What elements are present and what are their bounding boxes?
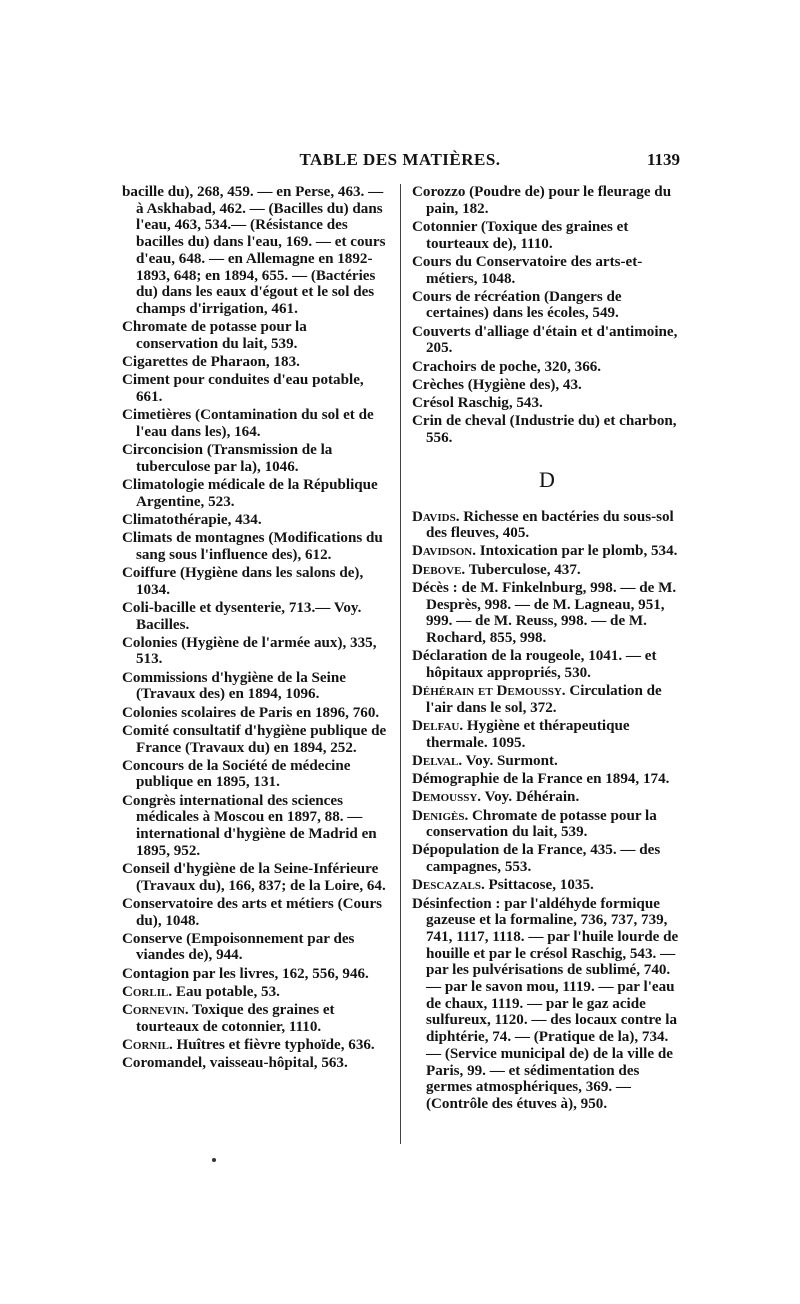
entry-text: Cours du Conservatoire des arts-et-métiers, 1048. [412, 253, 643, 287]
index-entry [122, 723, 392, 756]
entry-text: Colonies scolaires de Paris en 1896, 760. [122, 704, 380, 721]
author-name: Denigès. [412, 807, 469, 824]
entry-text: Cotonnier (Toxique des graines et tourteaux de), 1110. [412, 218, 629, 252]
entry-text: Voy. Surmont. [465, 752, 558, 769]
entry-text: Toxique des graines et tourteaux de cotonnier, 1110. [136, 1002, 335, 1035]
index-entry [412, 771, 682, 788]
entry-text: Décès : de M. Finkelnburg, 998. — de M. Desprès, 998. — de M. Lagneau, 951, 999. — de M. Reuss, 998. — de M. Rochard, 855, 998. [412, 579, 677, 646]
entry-text: Dépopulation de la France, 435. — des campagnes, 553. [412, 842, 661, 876]
index-entry [122, 793, 392, 860]
index-entry [122, 670, 392, 703]
index-entry [412, 254, 682, 287]
ink-dot [212, 1158, 216, 1162]
entry-text: Circulation de l'air dans le sol, 372. [426, 683, 662, 716]
index-entry [122, 896, 392, 929]
entry-text: Richesse en bactéries du sous-sol des fleuves, 405. [426, 508, 674, 542]
index-entry [122, 1037, 392, 1054]
entry-text: bacille du), 268, 459. — en Perse, 463. — à Askhabad, 462. — (Bacilles du) dans l'eau, 463, 534.— (Résistance des bacilles du) dans l'eau, 169. — et cours d'eau, 648. — en Allemagne en 1892-1893, 648; en 1894, 655. — (Bactéries du) dans les eaux d'égout et le sol des champs d'irrigation, 461. [122, 184, 386, 317]
entry-text: Concours de la Société de médecine publique en 1895, 131. [122, 757, 351, 791]
author-name: Debove. [412, 561, 466, 578]
entry-text: Désinfection : par l'aldéhyde formique gazeuse et la formaline, 736, 737, 739, 741, 1117, 1118. — par l'huile lourde de houille et par le crésol Raschig, 543. — par les pulvérisations de sublimé, 740. — par le savon mou, 1119. — par l'eau de chaux, 1119. — par le gaz acide sulfureux, 1120. — des locaux contre la diphtérie, 74. — (Pratique de la), 734. — (Service municipal de) de la ville de Paris, 99. — et sédimentation des germes atmosphériques, 369. — (Contrôle des étuves à), 950. [412, 895, 679, 1112]
index-entry [122, 372, 392, 405]
entry-text: Coromandel, vaisseau-hôpital, 563. [122, 1055, 348, 1072]
index-entry [122, 565, 392, 598]
index-entry [122, 184, 392, 318]
page-number: 1139 [646, 150, 680, 169]
column-divider [400, 184, 401, 1144]
index-entry [412, 753, 682, 770]
entry-text: Voy. Déhérain. [484, 789, 580, 806]
index-entry [122, 354, 392, 371]
entry-text: Commissions d'hygiène de la Seine (Travaux des) en 1894, 1096. [122, 669, 346, 703]
entry-text: Cours de récréation (Dangers de certaines) dans les écoles, 549. [412, 288, 622, 322]
index-entry [412, 808, 682, 841]
index-entry [122, 407, 392, 440]
entry-text: Eau potable, 53. [175, 983, 280, 1000]
entry-text: Intoxication par le plomb, 534. [479, 543, 678, 560]
index-entry [412, 377, 682, 394]
author-name: Davids. [412, 508, 460, 525]
entry-text: Chromate de potasse pour la conservation du lait, 539. [426, 807, 657, 841]
index-entry [122, 512, 392, 529]
entry-text: Crin de cheval (Industrie du) et charbon, 556. [412, 413, 677, 446]
entry-text: Comité consultatif d'hygiène publique de France (Travaux du) en 1894, 252. [122, 722, 387, 756]
author-name: Cornil. [122, 1036, 173, 1053]
entry-text: Colonies (Hygiène de l'armée aux), 335, 513. [122, 634, 377, 668]
section-letter: D [539, 466, 555, 492]
author-name: Déhérain et Demoussy. [412, 683, 566, 700]
entry-text: Tuberculose, 437. [468, 561, 581, 578]
index-entry [412, 413, 682, 446]
index-entry [412, 842, 682, 875]
author-name: Corlil. [122, 983, 173, 1000]
author-name: Davidson. [412, 543, 476, 560]
index-entry [122, 931, 392, 964]
author-name: Delfau. [412, 717, 464, 734]
running-header [120, 150, 680, 176]
index-entry [412, 184, 682, 217]
left-column [122, 184, 392, 1073]
entry-text: Cigarettes de Pharaon, 183. [122, 354, 300, 371]
page-title: TABLE DES MATIÈRES. [299, 150, 501, 169]
index-entry [412, 324, 682, 357]
index-entry [122, 319, 392, 352]
entry-text: Cimetières (Contamination du sol et de l'eau dans les), 164. [122, 407, 374, 440]
index-entry [412, 877, 682, 894]
entry-text: Climats de montagnes (Modifications du sang sous l'influence des), 612. [122, 530, 383, 563]
index-entry [122, 861, 392, 894]
entry-text: Congrès international des sciences médicales à Moscou en 1897, 88. — international d'hygiène de Madrid en 1895, 952. [122, 792, 377, 859]
author-name: Descazals. [412, 877, 485, 894]
entry-text: Crachoirs de poche, 320, 366. [412, 358, 602, 375]
index-entry [122, 966, 392, 983]
index-entry [412, 683, 682, 716]
index-entry [122, 984, 392, 1001]
index-entry [122, 1002, 392, 1035]
entry-text: Circoncision (Transmission de la tuberculose par la), 1046. [122, 442, 333, 475]
entry-text: Coiffure (Hygiène dans les salons de), 1034. [122, 564, 364, 598]
index-entry [122, 1055, 392, 1072]
entry-text: Contagion par les livres, 162, 556, 946. [122, 965, 369, 982]
index-entry [412, 718, 682, 751]
index-entry [122, 705, 392, 722]
index-entry [122, 477, 392, 510]
index-entry [412, 562, 682, 579]
entry-text: Ciment pour conduites d'eau potable, 661. [122, 372, 364, 405]
entry-text: Climatologie médicale de la République Argentine, 523. [122, 476, 378, 510]
index-entry [412, 543, 682, 560]
entry-text: Psittacose, 1035. [488, 877, 594, 894]
index-entry [122, 758, 392, 791]
author-name: Cornevin. [122, 1002, 189, 1019]
entry-text: Démographie de la France en 1894, 174. [412, 771, 670, 788]
author-name: Demoussy. [412, 789, 482, 806]
entry-text: Chromate de potasse pour la conservation du lait, 539. [122, 319, 307, 352]
entry-text: Corozzo (Poudre de) pour le fleurage du pain, 182. [412, 184, 672, 217]
author-name: Delval. [412, 752, 463, 769]
entry-text: Crèches (Hygiène des), 43. [412, 376, 582, 393]
index-entry [412, 289, 682, 322]
index-entry [412, 509, 682, 542]
index-entry [122, 442, 392, 475]
index-entry [412, 359, 682, 376]
entry-text: Conservatoire des arts et métiers (Cours du), 1048. [122, 895, 383, 929]
index-entry [412, 648, 682, 681]
index-entry [412, 896, 682, 1113]
entry-text: Conserve (Empoisonnement par des viandes de), 944. [122, 930, 355, 964]
entry-text: Déclaration de la rougeole, 1041. — et hôpitaux appropriés, 530. [412, 648, 657, 681]
entry-text: Coli-bacille et dysenterie, 713.— Voy. Bacilles. [122, 599, 362, 633]
entry-text: Hygiène et thérapeutique thermale. 1095. [426, 717, 630, 751]
index-entry [412, 395, 682, 412]
index-entry [122, 635, 392, 668]
entry-text: Conseil d'hygiène de la Seine-Inférieure (Travaux du), 166, 837; de la Loire, 64. [122, 860, 386, 894]
entry-text: Huîtres et fièvre typhoïde, 636. [176, 1036, 375, 1053]
right-column [412, 184, 682, 1114]
index-entry [412, 789, 682, 806]
entry-text: Couverts d'alliage d'étain et d'antimoine, 205. [412, 323, 678, 357]
index-entry [412, 580, 682, 647]
index-entry [122, 530, 392, 563]
index-entry [122, 600, 392, 633]
entry-text: Crésol Raschig, 543. [412, 394, 543, 411]
entry-text: Climatothérapie, 434. [122, 511, 262, 528]
index-entry [412, 219, 682, 252]
